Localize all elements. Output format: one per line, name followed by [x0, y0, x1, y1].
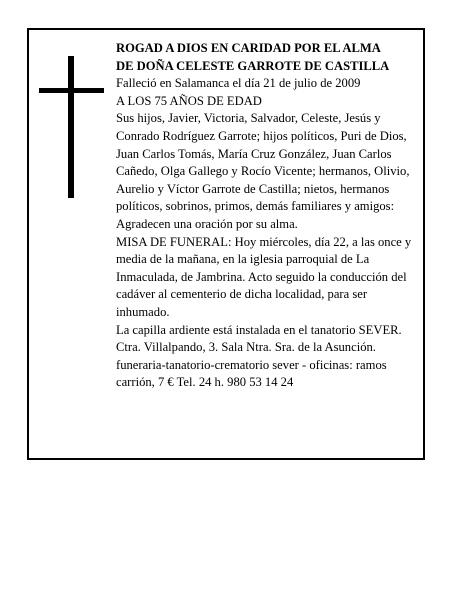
- funeral-home-contact: funeraria-tanatorio-crematorio sever - oficinas: ramos carrión, 7 € Tel. 24 h. 980 53 14 24: [116, 357, 387, 390]
- chapel-paragraph: La capilla ardiente está instalada en el tanatorio SEVER. Ctra. Villalpando, 3. Sala Ntra. Sra. de la Asunción.: [116, 322, 402, 355]
- death-info: Falleció en Salamanca el día 21 de julio de 2009: [116, 76, 361, 91]
- cross-vertical-bar: [68, 56, 74, 198]
- heading-line-2: DE DOÑA CELESTE GARROTE DE CASTILLA: [116, 58, 390, 73]
- age-line: A LOS 75 AÑOS DE EDAD: [116, 93, 262, 108]
- heading-line-1: ROGAD A DIOS EN CARIDAD POR EL ALMA: [116, 41, 381, 55]
- notice-text: [116, 40, 416, 392]
- funeral-mass-paragraph: MISA DE FUNERAL: Hoy miércoles, día 22, a las once y media de la mañana, en la iglesia parroquial de La Inmaculada, de Jambrina. Acto seguido la conducción del cadáver al cementerio de dicha localidad, para ser inhumado.: [116, 234, 412, 319]
- obituary-notice: [27, 28, 425, 460]
- family-paragraph: Sus hijos, Javier, Victoria, Salvador, Celeste, Jesús y Conrado Rodríguez Garrote; hijos políticos, Puri de Dios, Juan Carlos Tomás, María Cruz González, Juan Carlos Cañedo, Olga Gallego y Rocío Vicente; hermanos, Olivio, Aurelio y Víctor Garrote de Castilla; nietos, hermanos políticos, sobrinos, primos, demás familiares y amigos:: [116, 111, 410, 214]
- cross-horizontal-bar: [39, 88, 104, 93]
- prayer-line: Agradecen una oración por su alma.: [116, 216, 298, 231]
